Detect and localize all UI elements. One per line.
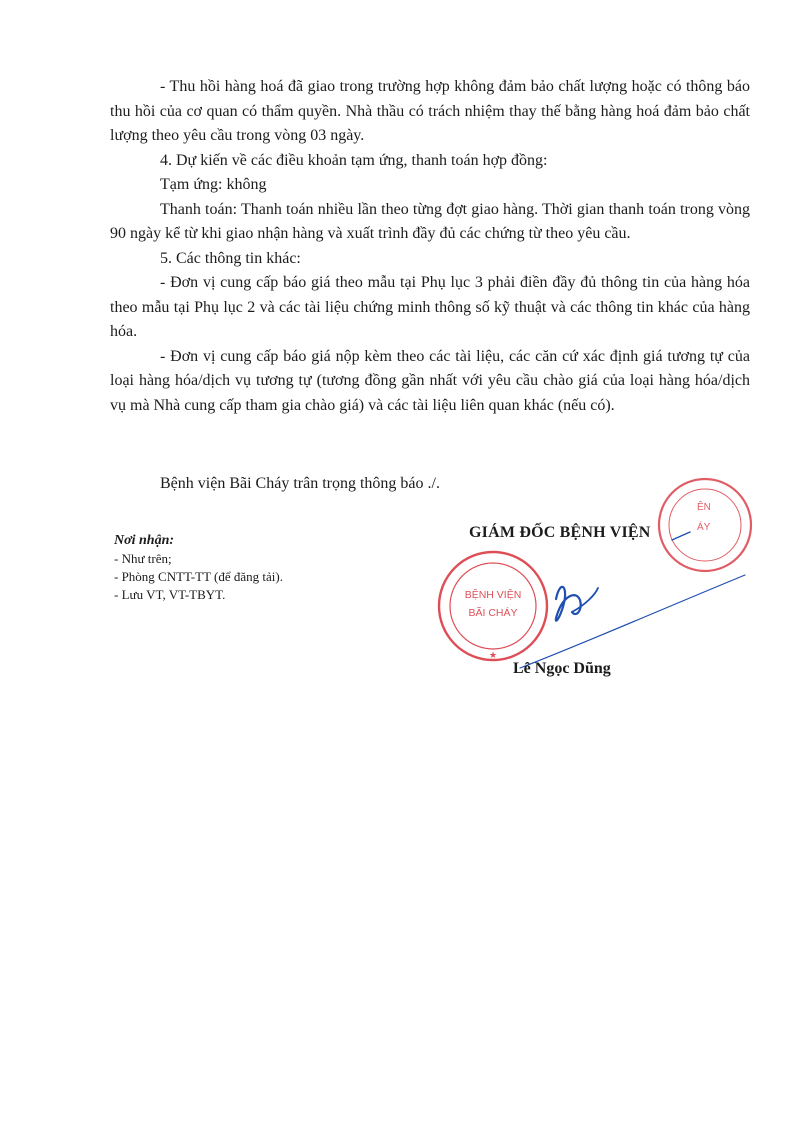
paragraph-quotation-form: - Đơn vị cung cấp báo giá theo mẫu tại Phụ lục 3 phải điền đầy đủ thông tin của hàng hóa theo mẫu tại Phụ lục 2 và các tài liệu chứng minh thông số kỹ thuật và các thông tin khác của hàng hóa. xyxy=(110,274,750,340)
svg-text:ÊN: ÊN xyxy=(697,502,711,513)
stamp-line-1: BỆNH VIỆN xyxy=(464,589,522,601)
handwritten-signature-icon xyxy=(520,532,745,668)
signatory-title: GIÁM ĐỐC BỆNH VIỆN xyxy=(469,524,651,541)
svg-text:ÁY: ÁY xyxy=(697,522,711,533)
recipients-heading: Nơi nhận: xyxy=(114,533,175,548)
recipient-item: - Như trên; xyxy=(114,551,172,566)
upper-stamp-icon xyxy=(659,479,751,571)
paragraph-payment-terms-heading: 4. Dự kiến về các điều khoản tạm ứng, thanh toán hợp đồng: xyxy=(160,151,548,169)
paragraph-recall-goods: - Thu hồi hàng hoá đã giao trong trường hợp không đảm bảo chất lượng hoặc có thông báo thu hồi của cơ quan có thẩm quyền. Nhà thầu có trách nhiệm thay thế bằng hàng hoá đảm bảo chất lượng theo yêu cầu trong vòng 03 ngày. xyxy=(110,78,750,144)
paragraph-other-info-heading: 5. Các thông tin khác: xyxy=(160,249,301,267)
paragraph-advance-payment: Tạm ứng: không xyxy=(160,176,267,193)
stamp-line-2: BÃI CHÁY xyxy=(468,607,518,619)
signatory-name: Lê Ngọc Dũng xyxy=(513,660,611,677)
hospital-stamp-icon xyxy=(439,552,547,660)
closing-line: Bệnh viện Bãi Cháy trân trọng thông báo ./. xyxy=(160,475,440,492)
recipient-item: - Lưu VT, VT-TBYT. xyxy=(114,587,226,602)
svg-text:★: ★ xyxy=(488,650,498,660)
paragraph-quotation-documents: - Đơn vị cung cấp báo giá nộp kèm theo các tài liệu, các căn cứ xác định giá tương tự của loại hàng hóa/dịch vụ tương tự (tương đồng gần nhất với yêu cầu chào giá của loại hàng hóa/dịch vụ mà Nhà cung cấp tham gia chào giá) và các tài liệu liên quan khác (nếu có). xyxy=(110,347,750,414)
paragraph-payment: Thanh toán: Thanh toán nhiều lần theo từng đợt giao hàng. Thời gian thanh toán trong vòng 90 ngày kể từ khi giao nhận hàng và xuất trình đầy đủ các chứng từ theo yêu cầu. xyxy=(110,200,750,242)
recipient-item: - Phòng CNTT-TT (để đăng tải). xyxy=(114,569,283,584)
